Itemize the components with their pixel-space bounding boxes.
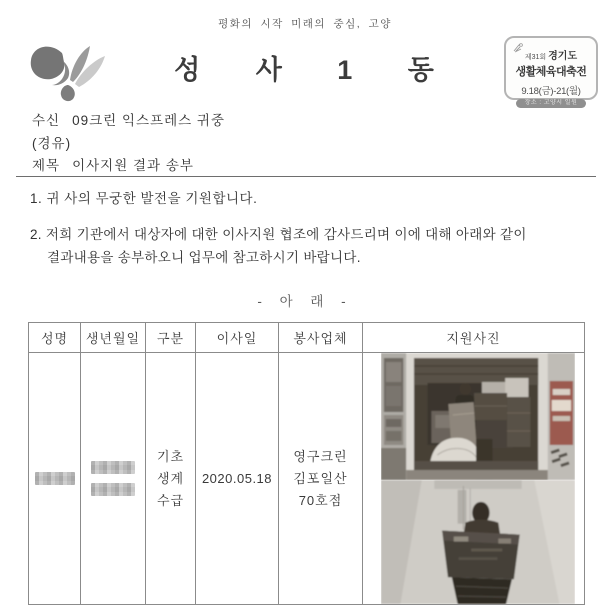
cell-company	[279, 353, 363, 604]
shuttlecock-icon	[512, 40, 524, 50]
redacted-birthdate-line1	[91, 461, 135, 474]
cell-birthdate	[81, 353, 146, 604]
column-header-name: 성명	[29, 323, 81, 353]
recipient-value: 09크린 익스프레스 귀중	[72, 113, 225, 128]
company-line3: 70호점	[298, 492, 343, 508]
paragraph-1: 1. 귀 사의 무궁한 발전을 기원합니다.	[30, 191, 258, 206]
cell-category	[146, 353, 196, 604]
via-line: (경유)	[32, 135, 72, 151]
redacted-name	[35, 472, 75, 485]
horizontal-divider	[16, 176, 596, 177]
recipient-label: 수신	[32, 113, 61, 128]
below-section-marker: - 아 래 -	[257, 294, 353, 309]
column-header-category: 구분	[146, 323, 196, 353]
column-header-company: 봉사업체	[279, 323, 363, 353]
subject-label: 제목	[32, 158, 61, 173]
city-slogan: 평화의 시작 미래의 중심, 고양	[218, 18, 392, 30]
subject-value: 이사지원 결과 송부	[72, 158, 194, 173]
recipient-line	[32, 110, 225, 133]
paragraph-2-line2: 결과내용을 송부하오니 업무에 참고하시기 바랍니다.	[47, 250, 361, 265]
badge-edition: 제31회	[524, 54, 547, 61]
redacted-birthdate-line2	[91, 483, 135, 496]
paragraph-2	[30, 223, 590, 269]
badge-dates: 9.18(금)-21(월)	[521, 86, 581, 97]
festival-badge	[504, 36, 598, 106]
badge-venue: 장소 : 고양시 일원	[516, 99, 586, 108]
category-line1: 기초	[156, 448, 185, 464]
photo-stack	[381, 353, 575, 604]
badge-region: 경기도	[548, 51, 578, 62]
page-title: 성 사 1 동	[174, 55, 436, 85]
badge-event-name: 생활체육대축전	[515, 66, 587, 78]
address-block	[32, 110, 225, 178]
cell-movedate: 2020.05.18	[196, 353, 279, 604]
moving-truck-photo	[381, 353, 575, 480]
category-line2: 생계	[156, 470, 185, 486]
column-header-birthdate: 생년월일	[81, 323, 146, 353]
result-table	[28, 322, 585, 605]
column-header-movedate: 이사일	[196, 323, 279, 353]
company-line1: 영구크린	[293, 448, 348, 464]
cell-name	[29, 353, 81, 604]
company-line2: 김포일산	[293, 470, 348, 486]
paragraph-2-line1: 2. 저희 기관에서 대상자에 대한 이사지원 협조에 감사드리며 이에 대해 아래와 같이	[30, 227, 527, 242]
category-line3: 수급	[156, 492, 185, 508]
subject-line	[32, 155, 225, 178]
stairwell-carry-photo	[381, 480, 575, 604]
cell-photos	[363, 353, 584, 604]
column-header-photos: 지원사진	[363, 323, 584, 353]
redacted-birthdate	[91, 461, 135, 496]
